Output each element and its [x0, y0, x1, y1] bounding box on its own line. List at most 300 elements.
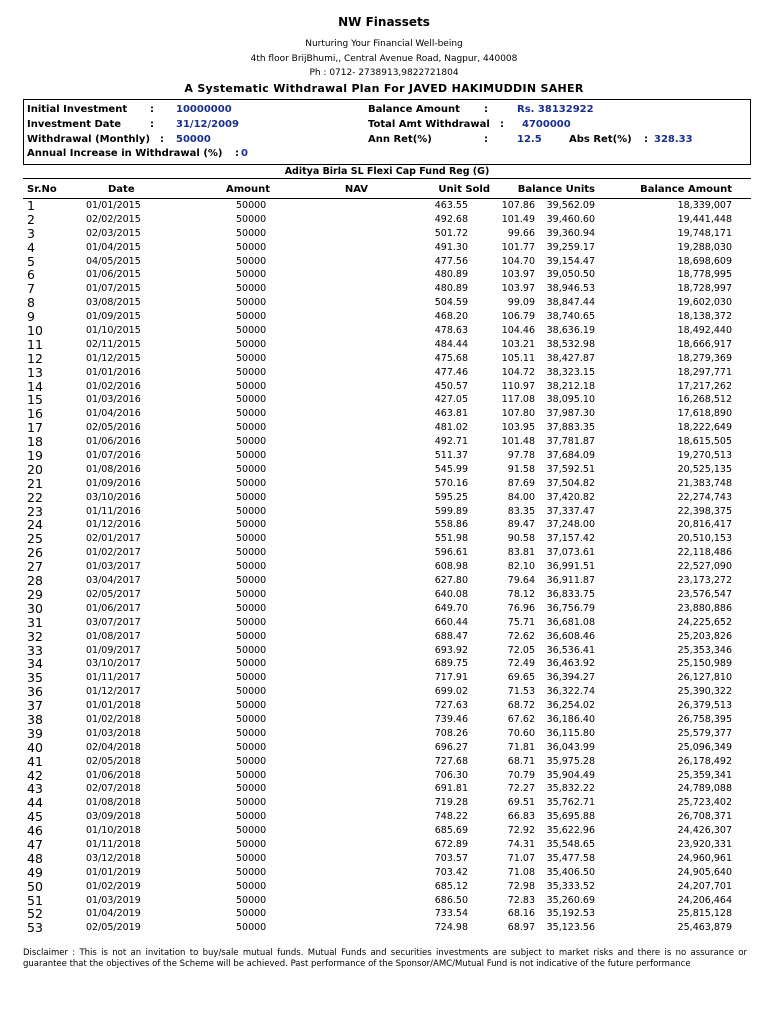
- row-balance-amount: 21,383,748: [677, 477, 732, 489]
- table-row: [0, 463, 768, 477]
- table-row: [0, 644, 768, 658]
- row-balance-amount: 25,359,341: [677, 769, 732, 781]
- row-srno: 29: [27, 586, 43, 602]
- row-date: 01/02/2019: [86, 880, 141, 892]
- row-date: 01/03/2016: [86, 394, 141, 406]
- row-date: 01/09/2015: [86, 311, 141, 323]
- row-nav: 685.12: [434, 880, 468, 892]
- row-unit-sold: 72.05: [507, 644, 535, 656]
- row-amount: 50000: [236, 338, 267, 350]
- row-balance-amount: 26,178,492: [677, 755, 732, 767]
- row-srno: 51: [27, 892, 43, 908]
- row-nav: 599.89: [434, 505, 468, 517]
- row-date: 03/07/2017: [86, 616, 141, 628]
- table-row: [0, 769, 768, 783]
- row-balance-amount: 23,576,547: [677, 588, 732, 600]
- table-row: [0, 588, 768, 602]
- row-balance-amount: 18,339,007: [677, 200, 732, 211]
- row-srno: 15: [27, 392, 43, 408]
- row-unit-sold: 71.81: [507, 741, 535, 753]
- table-row: [0, 657, 768, 671]
- table-row: [0, 505, 768, 519]
- row-nav: 545.99: [434, 463, 468, 475]
- balance-amount-value: Rs. 38132922: [517, 104, 594, 115]
- row-amount: 50000: [236, 380, 267, 392]
- row-balance-amount: 25,815,128: [677, 908, 732, 920]
- row-unit-sold: 69.51: [507, 797, 535, 809]
- row-balance-units: 38,740.65: [546, 311, 595, 323]
- row-nav: 463.81: [434, 408, 468, 420]
- row-nav: 558.86: [434, 519, 468, 531]
- row-date: 01/02/2017: [86, 547, 141, 559]
- row-date: 02/05/2016: [86, 422, 141, 434]
- row-amount: 50000: [236, 686, 267, 698]
- row-srno: 26: [27, 545, 43, 561]
- row-balance-units: 35,260.69: [546, 894, 595, 906]
- row-nav: 719.28: [434, 797, 468, 809]
- row-nav: 739.46: [434, 713, 468, 725]
- row-date: 01/07/2015: [86, 283, 141, 295]
- row-srno: 18: [27, 434, 43, 450]
- row-balance-amount: 17,217,262: [677, 380, 732, 392]
- row-balance-amount: 25,579,377: [677, 727, 732, 739]
- row-nav: 748.22: [434, 811, 468, 823]
- row-nav: 627.80: [434, 575, 468, 587]
- row-balance-amount: 19,748,171: [677, 227, 732, 239]
- row-date: 03/09/2018: [86, 811, 141, 823]
- row-srno: 19: [27, 448, 43, 464]
- table-row: [0, 282, 768, 296]
- row-balance-units: 35,762.71: [546, 797, 595, 809]
- row-unit-sold: 104.70: [501, 255, 535, 267]
- row-amount: 50000: [236, 227, 267, 239]
- row-unit-sold: 72.49: [507, 658, 535, 670]
- row-balance-amount: 18,778,995: [677, 269, 732, 281]
- row-balance-units: 38,532.98: [546, 338, 595, 350]
- row-srno: 13: [27, 364, 43, 380]
- row-amount: 50000: [236, 200, 267, 211]
- row-srno: 7: [27, 281, 35, 297]
- row-nav: 733.54: [434, 908, 468, 920]
- row-balance-amount: 18,728,997: [677, 283, 732, 295]
- table-row: [0, 810, 768, 824]
- table-row: [0, 741, 768, 755]
- row-unit-sold: 107.80: [501, 408, 535, 420]
- table-row: [0, 393, 768, 407]
- row-unit-sold: 103.97: [501, 283, 535, 295]
- table-row: [0, 852, 768, 866]
- row-nav: 551.98: [434, 533, 468, 545]
- row-srno: 48: [27, 850, 43, 866]
- row-unit-sold: 72.83: [507, 894, 535, 906]
- table-row: [0, 421, 768, 435]
- row-balance-amount: 24,905,640: [677, 866, 732, 878]
- row-nav: 672.89: [434, 838, 468, 850]
- row-balance-amount: 19,270,513: [677, 450, 732, 462]
- row-amount: 50000: [236, 769, 267, 781]
- row-date: 02/07/2018: [86, 783, 141, 795]
- row-date: 01/08/2018: [86, 797, 141, 809]
- table-row: [0, 574, 768, 588]
- row-date: 01/04/2016: [86, 408, 141, 420]
- row-unit-sold: 91.58: [507, 463, 535, 475]
- row-balance-units: 36,254.02: [546, 700, 595, 712]
- row-srno: 17: [27, 420, 43, 436]
- row-balance-units: 38,427.87: [546, 352, 595, 364]
- row-unit-sold: 103.21: [501, 338, 535, 350]
- row-balance-units: 36,463.92: [546, 658, 595, 670]
- row-unit-sold: 74.31: [507, 838, 535, 850]
- table-row: [0, 560, 768, 574]
- row-date: 01/03/2017: [86, 561, 141, 573]
- row-amount: 50000: [236, 436, 267, 448]
- row-srno: 41: [27, 753, 43, 769]
- row-srno: 5: [27, 253, 35, 269]
- row-balance-amount: 25,150,989: [677, 658, 732, 670]
- table-row: [0, 630, 768, 644]
- row-srno: 39: [27, 725, 43, 741]
- row-date: 01/10/2018: [86, 825, 141, 837]
- initial-investment-label: Initial Investment: [27, 104, 128, 115]
- row-unit-sold: 76.96: [507, 602, 535, 614]
- row-balance-amount: 18,222,649: [677, 422, 732, 434]
- row-date: 01/07/2016: [86, 450, 141, 462]
- row-srno: 53: [27, 920, 43, 936]
- row-balance-units: 37,781.87: [546, 436, 595, 448]
- row-balance-units: 35,548.65: [546, 838, 595, 850]
- row-srno: 43: [27, 781, 43, 797]
- row-amount: 50000: [236, 213, 267, 225]
- row-date: 01/03/2018: [86, 727, 141, 739]
- row-date: 01/12/2017: [86, 686, 141, 698]
- row-amount: 50000: [236, 561, 267, 573]
- withdrawal-value: 50000: [176, 134, 211, 145]
- row-nav: 450.57: [434, 380, 468, 392]
- table-row: [0, 546, 768, 560]
- row-nav: 501.72: [434, 227, 468, 239]
- row-amount: 50000: [236, 811, 267, 823]
- row-balance-amount: 17,618,890: [677, 408, 732, 420]
- investment-date-label: Investment Date: [27, 119, 122, 130]
- row-unit-sold: 75.71: [507, 616, 535, 628]
- row-amount: 50000: [236, 575, 267, 587]
- row-amount: 50000: [236, 658, 267, 670]
- row-nav: 660.44: [434, 616, 468, 628]
- row-amount: 50000: [236, 505, 267, 517]
- row-balance-amount: 24,789,088: [677, 783, 732, 795]
- row-balance-amount: 23,920,331: [677, 838, 732, 850]
- row-unit-sold: 78.12: [507, 588, 535, 600]
- table-row: [0, 338, 768, 352]
- row-amount: 50000: [236, 297, 267, 309]
- row-unit-sold: 90.58: [507, 533, 535, 545]
- disclaimer: Disclaimer : This is not an invitation to buy/sale mutual funds. Mutual Funds and securities investments are subject to market risks and there is no assurance or guarantee that the objectives of the Scheme will be achieved. Past performance of the Sponsor/AMC/Mutual Fund is not indicative of the future performance: [23, 948, 747, 969]
- row-unit-sold: 104.46: [501, 325, 535, 337]
- row-date: 01/06/2017: [86, 602, 141, 614]
- row-amount: 50000: [236, 616, 267, 628]
- row-balance-units: 36,991.51: [546, 561, 595, 573]
- row-balance-units: 35,622.96: [546, 825, 595, 837]
- row-balance-units: 38,212.18: [546, 380, 595, 392]
- table-row: [0, 199, 768, 213]
- row-date: 02/05/2017: [86, 588, 141, 600]
- row-date: 01/09/2016: [86, 477, 141, 489]
- row-unit-sold: 83.35: [507, 505, 535, 517]
- row-date: 01/01/2018: [86, 700, 141, 712]
- row-date: 01/06/2016: [86, 436, 141, 448]
- table-row: [0, 602, 768, 616]
- row-unit-sold: 110.97: [501, 380, 535, 392]
- row-date: 02/05/2019: [86, 922, 141, 934]
- row-balance-units: 39,562.09: [546, 200, 595, 211]
- row-amount: 50000: [236, 547, 267, 559]
- row-unit-sold: 68.71: [507, 755, 535, 767]
- investment-date-value: 31/12/2009: [176, 119, 239, 130]
- row-srno: 23: [27, 503, 43, 519]
- row-srno: 14: [27, 378, 43, 394]
- row-unit-sold: 84.00: [507, 491, 535, 503]
- row-unit-sold: 101.77: [501, 241, 535, 253]
- row-balance-units: 37,073.61: [546, 547, 595, 559]
- row-unit-sold: 83.81: [507, 547, 535, 559]
- row-date: 01/11/2018: [86, 838, 141, 850]
- row-nav: 491.30: [434, 241, 468, 253]
- col-srno: Sr.No: [27, 184, 57, 195]
- row-nav: 686.50: [434, 894, 468, 906]
- row-balance-amount: 18,615,505: [677, 436, 732, 448]
- table-row: [0, 435, 768, 449]
- row-amount: 50000: [236, 797, 267, 809]
- row-amount: 50000: [236, 644, 267, 656]
- row-nav: 703.57: [434, 852, 468, 864]
- colon: :: [150, 104, 154, 115]
- row-amount: 50000: [236, 422, 267, 434]
- row-srno: 44: [27, 795, 43, 811]
- row-date: 01/09/2017: [86, 644, 141, 656]
- table-row: [0, 894, 768, 908]
- row-balance-amount: 22,398,375: [677, 505, 732, 517]
- row-unit-sold: 68.97: [507, 922, 535, 934]
- balance-amount-label: Balance Amount: [368, 104, 460, 115]
- row-amount: 50000: [236, 880, 267, 892]
- abs-ret-value: 328.33: [654, 134, 693, 145]
- row-balance-amount: 19,441,448: [677, 213, 732, 225]
- row-amount: 50000: [236, 269, 267, 281]
- row-nav: 699.02: [434, 686, 468, 698]
- table-row: [0, 699, 768, 713]
- table-row: [0, 366, 768, 380]
- row-nav: 727.68: [434, 755, 468, 767]
- row-nav: 477.56: [434, 255, 468, 267]
- row-nav: 468.20: [434, 311, 468, 323]
- colon: :: [235, 148, 239, 159]
- row-balance-amount: 18,138,372: [677, 311, 732, 323]
- table-row: [0, 755, 768, 769]
- total-withdrawal-value: 4700000: [522, 119, 571, 130]
- phone: Ph : 0712- 2738913,9822721804: [309, 68, 459, 78]
- table-row: [0, 727, 768, 741]
- total-withdrawal-label: Total Amt Withdrawal: [368, 119, 490, 130]
- row-balance-amount: 22,274,743: [677, 491, 732, 503]
- colon: :: [484, 134, 488, 145]
- row-date: 01/10/2015: [86, 325, 141, 337]
- row-date: 03/12/2018: [86, 852, 141, 864]
- table-row: [0, 296, 768, 310]
- row-balance-amount: 26,758,395: [677, 713, 732, 725]
- row-nav: 478.63: [434, 325, 468, 337]
- table-row: [0, 213, 768, 227]
- row-srno: 22: [27, 489, 43, 505]
- row-balance-units: 37,504.82: [546, 477, 595, 489]
- row-unit-sold: 99.09: [507, 297, 535, 309]
- col-nav: NAV: [344, 184, 368, 195]
- row-balance-units: 38,095.10: [546, 394, 595, 406]
- row-srno: 9: [27, 309, 35, 325]
- table-row: [0, 796, 768, 810]
- table-row: [0, 671, 768, 685]
- row-balance-amount: 19,288,030: [677, 241, 732, 253]
- row-srno: 16: [27, 406, 43, 422]
- table-row: [0, 685, 768, 699]
- row-nav: 717.91: [434, 672, 468, 684]
- row-srno: 33: [27, 642, 43, 658]
- col-balance-amount: Balance Amount: [640, 184, 732, 195]
- annual-increase-value: 0: [241, 148, 248, 159]
- row-srno: 10: [27, 323, 43, 339]
- row-date: 03/10/2016: [86, 491, 141, 503]
- table-row: [0, 255, 768, 269]
- row-srno: 8: [27, 295, 35, 311]
- row-balance-units: 35,832.22: [546, 783, 595, 795]
- row-nav: 570.16: [434, 477, 468, 489]
- row-balance-units: 39,154.47: [546, 255, 595, 267]
- row-date: 01/03/2019: [86, 894, 141, 906]
- table-row: [0, 268, 768, 282]
- row-balance-units: 35,192.53: [546, 908, 595, 920]
- row-srno: 24: [27, 517, 43, 533]
- row-balance-units: 36,911.87: [546, 575, 595, 587]
- tagline: Nurturing Your Financial Well-being: [305, 39, 463, 49]
- row-balance-units: 38,847.44: [546, 297, 595, 309]
- row-balance-amount: 20,816,417: [677, 519, 732, 531]
- row-date: 03/08/2015: [86, 297, 141, 309]
- row-amount: 50000: [236, 741, 267, 753]
- row-nav: 691.81: [434, 783, 468, 795]
- row-srno: 2: [27, 211, 35, 227]
- row-balance-units: 35,975.28: [546, 755, 595, 767]
- row-amount: 50000: [236, 630, 267, 642]
- row-nav: 727.63: [434, 700, 468, 712]
- row-nav: 685.69: [434, 825, 468, 837]
- row-date: 02/04/2018: [86, 741, 141, 753]
- row-balance-amount: 18,492,440: [677, 325, 732, 337]
- col-unit-sold: Unit Sold: [438, 184, 490, 195]
- row-balance-units: 36,394.27: [546, 672, 595, 684]
- row-amount: 50000: [236, 672, 267, 684]
- col-balance-units: Balance Units: [517, 184, 595, 195]
- row-nav: 480.89: [434, 269, 468, 281]
- row-balance-amount: 26,708,371: [677, 811, 732, 823]
- row-nav: 706.30: [434, 769, 468, 781]
- row-unit-sold: 72.27: [507, 783, 535, 795]
- table-row: [0, 352, 768, 366]
- row-amount: 50000: [236, 394, 267, 406]
- table-row: [0, 227, 768, 241]
- row-unit-sold: 70.60: [507, 727, 535, 739]
- row-srno: 28: [27, 573, 43, 589]
- row-amount: 50000: [236, 463, 267, 475]
- row-amount: 50000: [236, 866, 267, 878]
- row-balance-units: 39,259.17: [546, 241, 595, 253]
- row-unit-sold: 87.69: [507, 477, 535, 489]
- colon: :: [150, 119, 154, 130]
- row-nav: 649.70: [434, 602, 468, 614]
- row-date: 03/04/2017: [86, 575, 141, 587]
- ann-ret-value: 12.5: [517, 134, 542, 145]
- initial-investment-value: 10000000: [176, 104, 232, 115]
- row-balance-units: 37,592.51: [546, 463, 595, 475]
- row-amount: 50000: [236, 283, 267, 295]
- row-balance-units: 36,115.80: [546, 727, 595, 739]
- row-unit-sold: 68.16: [507, 908, 535, 920]
- row-balance-amount: 24,960,961: [677, 852, 732, 864]
- row-date: 01/02/2016: [86, 380, 141, 392]
- colon: :: [500, 119, 504, 130]
- table-row: [0, 491, 768, 505]
- row-srno: 37: [27, 698, 43, 714]
- row-unit-sold: 103.95: [501, 422, 535, 434]
- row-srno: 38: [27, 711, 43, 727]
- row-unit-sold: 99.66: [507, 227, 535, 239]
- row-balance-units: 36,186.40: [546, 713, 595, 725]
- row-balance-amount: 25,390,322: [677, 686, 732, 698]
- table-row: [0, 324, 768, 338]
- row-srno: 49: [27, 864, 43, 880]
- table-row: [0, 310, 768, 324]
- row-amount: 50000: [236, 450, 267, 462]
- table-row: [0, 616, 768, 630]
- row-nav: 484.44: [434, 338, 468, 350]
- row-amount: 50000: [236, 366, 267, 378]
- row-amount: 50000: [236, 894, 267, 906]
- row-nav: 481.02: [434, 422, 468, 434]
- row-srno: 36: [27, 684, 43, 700]
- row-srno: 52: [27, 906, 43, 922]
- row-nav: 595.25: [434, 491, 468, 503]
- row-balance-amount: 25,463,879: [677, 922, 732, 934]
- row-amount: 50000: [236, 602, 267, 614]
- row-date: 01/01/2016: [86, 366, 141, 378]
- row-balance-units: 36,322.74: [546, 686, 595, 698]
- table-row: [0, 921, 768, 935]
- row-srno: 27: [27, 559, 43, 575]
- row-unit-sold: 82.10: [507, 561, 535, 573]
- summary-box: [23, 99, 751, 165]
- row-unit-sold: 79.64: [507, 575, 535, 587]
- row-balance-units: 37,684.09: [546, 450, 595, 462]
- row-balance-units: 37,157.42: [546, 533, 595, 545]
- colon: :: [484, 104, 488, 115]
- row-nav: 708.26: [434, 727, 468, 739]
- row-date: 01/11/2016: [86, 505, 141, 517]
- table-row: [0, 380, 768, 394]
- table-row: [0, 782, 768, 796]
- row-nav: 475.68: [434, 352, 468, 364]
- row-balance-units: 35,477.58: [546, 852, 595, 864]
- row-amount: 50000: [236, 477, 267, 489]
- row-srno: 12: [27, 350, 43, 366]
- row-srno: 42: [27, 767, 43, 783]
